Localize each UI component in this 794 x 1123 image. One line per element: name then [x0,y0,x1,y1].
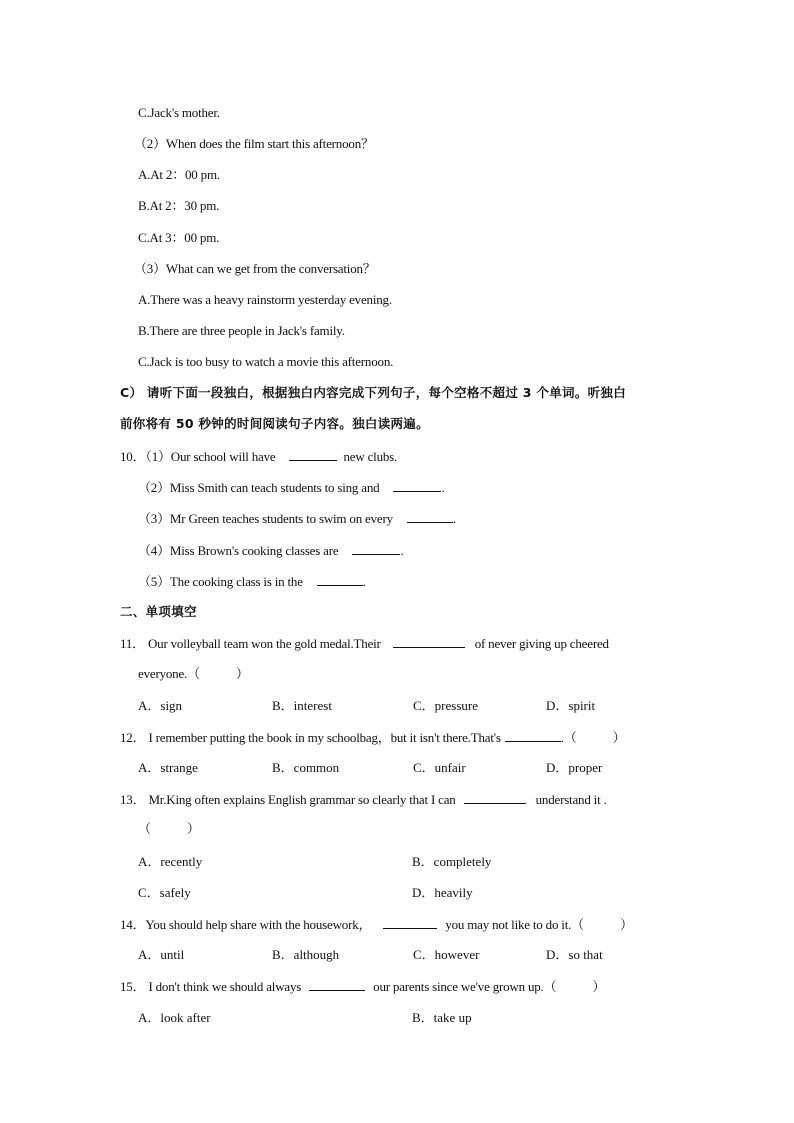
q12-stem [120,729,625,746]
q9-sub2-option-c: C.At 3：00 pm. [138,230,220,245]
q10-number: 10． [120,449,146,464]
q10-s1-post: new clubs. [343,449,398,464]
q10-sentence-3 [138,510,456,527]
q11-stem-line2-text: everyone.（ [138,666,200,681]
q14-stem [120,916,633,933]
q10-s5-text: （5）The cooking class is in the [138,574,303,589]
q12-blank[interactable] [505,729,561,742]
q9-sub3-option-a: A.There was a heavy rainstorm yesterday evening. [138,292,392,307]
q10-s2-text: （2）Miss Smith can teach students to sing and [138,480,380,495]
q10-s1-text: （1）Our school will have [145,449,276,464]
q14-blank[interactable] [383,916,437,929]
q9-prev-option-c: C.Jack's mother. [138,105,220,120]
q10-sentence-2 [138,479,445,496]
q11-option-c[interactable]: C．pressure [413,698,478,713]
q14-option-a[interactable]: A．until [138,947,185,962]
q10-s5-blank[interactable] [317,573,363,586]
q9-sub2-stem: （2）When does the film start this afternoon？ [134,136,374,151]
q9-sub2-option-a: A.At 2：00 pm. [138,167,220,182]
q10-s3-blank[interactable] [407,510,453,523]
section-c-instruction-line2: 前你将有 50 秒钟的时间阅读句子内容。独白读两遍。 [120,416,429,431]
q12-option-a[interactable]: A．strange [138,760,198,775]
q10-s1-blank[interactable] [289,448,337,461]
q13-option-b[interactable]: B．completely [412,854,492,869]
q14-stem-post: you may not like to do it.（ [445,917,584,932]
q13-option-c[interactable]: C．safely [138,885,191,900]
q12-stem-post: .（ [560,730,577,745]
q10-s4-text: （4）Miss Brown's cooking classes are [138,543,339,558]
q9-sub3-option-b: B.There are three people in Jack's family. [138,323,345,338]
q13-close-paren: ） [186,821,200,836]
q11-option-d[interactable]: D．spirit [546,698,596,713]
q13-stem-text: 13． Mr.King often explains English grammar so clearly that I can [120,792,456,807]
q15-option-b[interactable]: B．take up [412,1010,472,1025]
q12-option-d[interactable]: D．proper [546,760,603,775]
section-2-title: 二、单项填空 [120,604,197,619]
q15-stem [120,978,605,995]
q10-s3-post: . [452,511,456,526]
q13-blank[interactable] [464,791,526,804]
q15-close-paren: ） [592,979,606,994]
q10-s4-post: . [400,543,404,558]
q10-s3-text: （3）Mr Green teaches students to swim on every [138,511,393,526]
q12-close-paren: ） [612,730,626,745]
q14-stem-text: 14．You should help share with the housework， [120,917,372,932]
q10-sentence-5 [138,573,366,590]
q13-option-d[interactable]: D．heavily [412,885,473,900]
q11-option-a[interactable]: A．sign [138,698,183,713]
q10-sentence-1 [120,448,397,465]
q9-sub2-option-b: B.At 2：30 pm. [138,198,220,213]
q11-option-b[interactable]: B．interest [272,698,332,713]
q10-s4-blank[interactable] [352,542,400,555]
q13-option-a[interactable]: A．recently [138,854,203,869]
q12-option-b[interactable]: B．common [272,760,340,775]
q15-stem-post: our parents since we've grown up.（ [373,979,557,994]
q10-s5-post: . [362,574,366,589]
q11-stem [120,635,609,652]
q9-sub3-stem: （3）What can we get from the conversation？ [134,261,376,276]
q12-stem-text: 12． I remember putting the book in my schoolbag，but it isn't there.That's [120,730,501,745]
q15-option-a[interactable]: A．look after [138,1010,211,1025]
q13-stem-line2 [138,821,200,837]
q12-option-c[interactable]: C．unfair [413,760,466,775]
q15-stem-text: 15． I don't think we should always [120,979,302,994]
q14-option-b[interactable]: B．although [272,947,340,962]
q10-s2-blank[interactable] [393,479,441,492]
q11-stem-post: of never giving up cheered [474,636,609,651]
q11-close-paren: ） [235,666,249,681]
q14-option-d[interactable]: D．so that [546,947,603,962]
q14-close-paren: ） [620,917,633,932]
q10-sentence-4 [138,542,404,559]
section-c-instruction-line1: C） 请听下面一段独白，根据独白内容完成下列句子，每个空格不超过 3 个单词。听独白 [120,385,627,400]
q11-blank[interactable] [393,635,465,648]
q11-stem-text: 11． Our volleyball team won the gold medal.Their [120,636,381,651]
q9-sub3-option-c: C.Jack is too busy to watch a movie this afternoon. [138,354,394,369]
q11-stem-line2 [138,666,249,682]
q15-blank[interactable] [309,978,365,991]
q14-option-c[interactable]: C．however [413,947,480,962]
q10-s2-post: . [441,480,445,495]
q13-stem-post: understand it . [535,792,607,807]
q13-stem-line2-text: （ [138,821,151,836]
q13-stem [120,791,607,808]
